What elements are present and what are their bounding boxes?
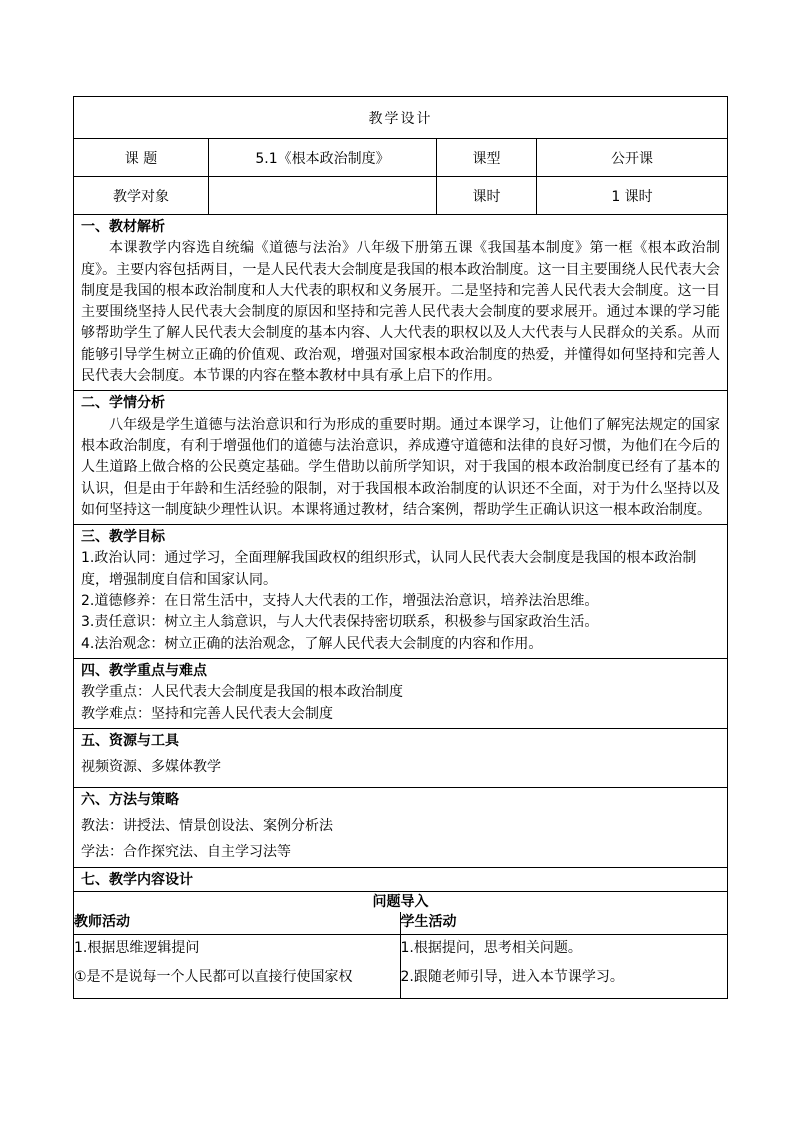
section-body: 八年级是学生道德与法治意识和行为形成的重要时期。通过本课学习，让他们了解宪法规定的国家根本政治制度，有利于增强他们的道德与法治意识，养成遵守道德和法律的良好习惯，为他们在今后的人生道路上做合格的公民奠定基础。学生借助以前所学知识，对于我国的根本政治制度已经有了基本的认识，但是由于年龄和生活经验的限制，对于我国根本政治制度的认识还不全面，对于为什么坚持以及如何坚持这一制度缺少理性认识。本课将通过教材，结合案例，帮助学生正确认识这一根本政治制度。: [81, 416, 720, 518]
document-title: 教学设计: [74, 97, 728, 139]
section-key-points: [74, 658, 728, 728]
teacher-activity-line: ①是不是说每一个人民都可以直接行使国家权: [74, 969, 353, 986]
section-title: 三、教学目标: [81, 529, 165, 546]
section-title: 七、教学内容设计: [81, 871, 193, 888]
hours-value: 1 课时: [537, 177, 728, 215]
activity-table: [74, 912, 728, 998]
section-title: 五、资源与工具: [81, 732, 179, 749]
goal-item: 3.责任意识：树立主人翁意识，与人大代表保持密切联系，积极参与国家政治生活。: [81, 614, 599, 631]
section-title: 四、教学重点与难点: [81, 662, 207, 679]
section-textbook-analysis: [74, 215, 728, 391]
student-activity-line: 2.跟随老师引导，进入本节课学习。: [400, 969, 624, 986]
topic-label: 课 题: [74, 139, 209, 177]
hours-label: 课时: [437, 177, 537, 215]
teacher-activity-line: 1.根据思维逻辑提问: [74, 940, 200, 957]
teacher-activity-cell: [74, 935, 400, 999]
key-point: 教学重点：人民代表大会制度是我国的根本政治制度: [81, 684, 403, 701]
activity-block: [74, 892, 728, 999]
section-teaching-goals: [74, 525, 728, 659]
goal-item: 4.法治观念：树立正确的法治观念，了解人民代表大会制度的内容和作用。: [81, 635, 543, 652]
section-methods: [74, 787, 728, 867]
audience-label: 教学对象: [74, 177, 209, 215]
section-resources: [74, 728, 728, 787]
learning-methods: 学法：合作探究法、自主学习法等: [81, 844, 291, 861]
lesson-plan-document: [73, 96, 727, 999]
teacher-activity-header: 教师活动: [74, 912, 400, 935]
lesson-type-value: 公开课: [537, 139, 728, 177]
student-activity-line: 1.根据提问，思考相关问题。: [400, 940, 582, 957]
student-activity-cell: [400, 935, 728, 999]
section-student-analysis: [74, 391, 728, 525]
section-content-design: [74, 867, 728, 891]
lesson-type-label: 课型: [437, 139, 537, 177]
section-title: 一、教材解析: [81, 219, 165, 235]
audience-value: [209, 177, 437, 215]
goal-item: 2.道德修养：在日常生活中，支持人大代表的工作，增强法治意识，培养法治思维。: [81, 593, 599, 610]
lesson-plan-table: [73, 96, 728, 999]
section-title: 二、学情分析: [81, 395, 165, 412]
teaching-methods: 教法：讲授法、情景创设法、案例分析法: [81, 818, 333, 835]
subsection-title: 问题导入: [372, 894, 429, 911]
difficulty-point: 教学难点：坚持和完善人民代表大会制度: [81, 705, 333, 722]
goal-item: 1.政治认同：通过学习，全面理解我国政权的组织形式，认同人民代表大会制度是我国的根本政治制度，增强制度自信和国家认同。: [81, 550, 697, 588]
topic-value: 5.1《根本政治制度》: [209, 139, 437, 177]
student-activity-header: 学生活动: [400, 912, 728, 935]
resources-body: 视频资源、多媒体教学: [81, 759, 221, 776]
section-body: 本课教学内容选自统编《道德与法治》八年级下册第五课《我国基本制度》第一框《根本政治制度》。主要内容包括两目，一是人民代表大会制度是我国的根本政治制度。这一目主要围绕人民代表大会制度是我国的根本政治制度和人大代表的职权和义务展开。二是坚持和完善人民代表大会制度。这一目主要围绕坚持人民代表大会制度的原因和坚持和完善人民代表大会制度的要求展开。通过本课的学习能够帮助学生了解人民代表大会制度的基本内容、人大代表的职权以及人大代表与人民群众的关系。从而能够引导学生树立正确的价值观、政治观，增强对国家根本政治制度的热爱，并懂得如何坚持和完善人民代表大会制度。本节课的内容在整本教材中具有承上启下的作用。: [81, 240, 720, 385]
section-title: 六、方法与策略: [81, 791, 179, 808]
